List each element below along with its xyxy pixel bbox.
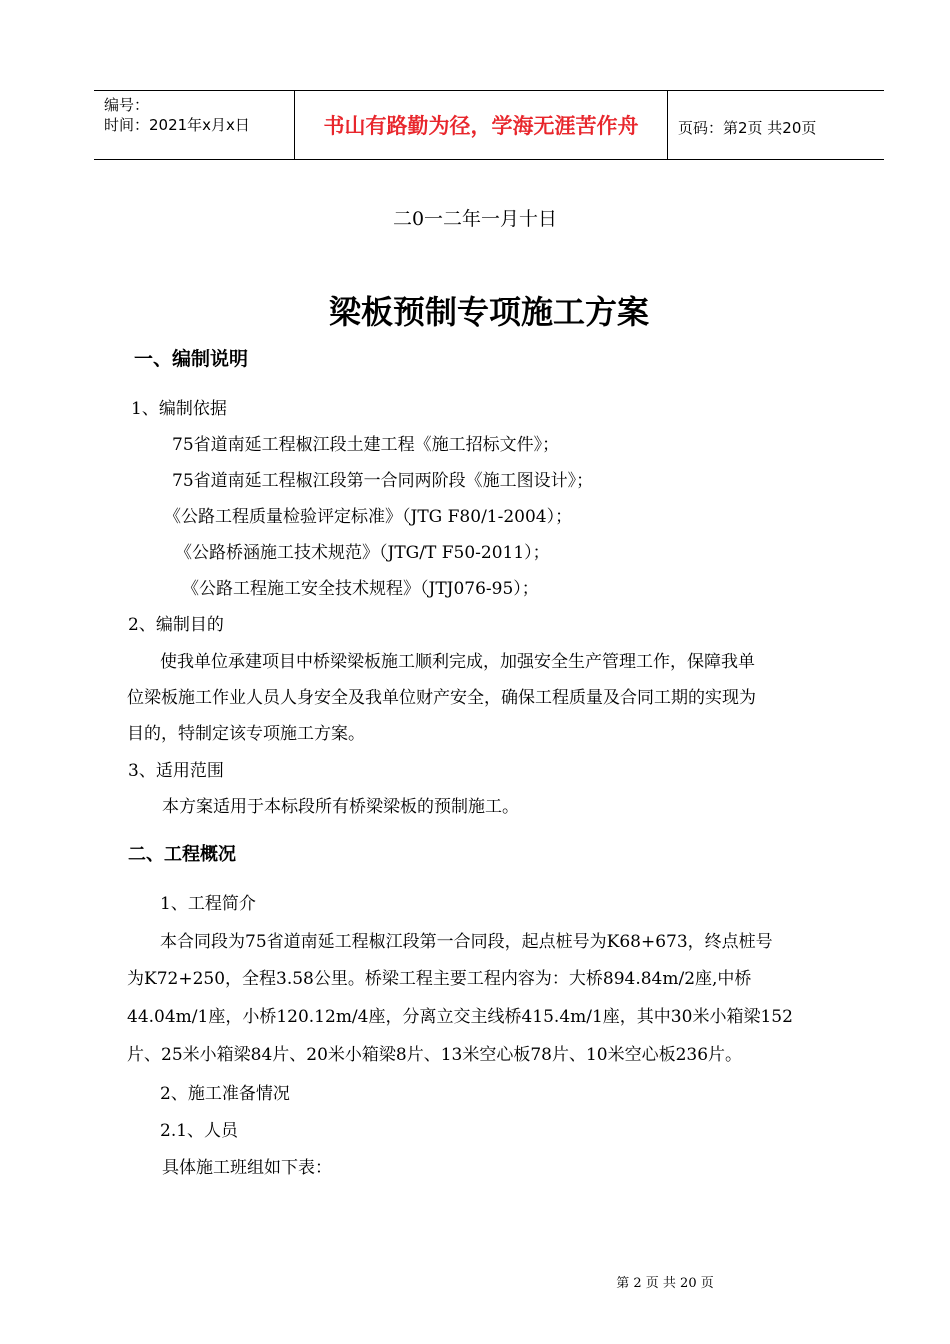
paragraph-line: 本合同段为75省道南延工程椒江段第一合同段，起点桩号为K68+673，终点桩号: [160, 932, 773, 952]
subsection-heading: 1、工程简介: [160, 894, 256, 914]
header-page-info: 页码：第2页 共20页: [678, 119, 817, 137]
paragraph-line: 使我单位承建项目中桥梁梁板施工顺利完成，加强安全生产管理工作，保障我单: [160, 652, 755, 672]
paragraph-line: 本方案适用于本标段所有桥梁梁板的预制施工。: [162, 797, 519, 817]
subsection-heading: 1、编制依据: [131, 399, 227, 419]
paragraph-line: 44.04m/1座，小桥120.12m/4座，分离立交主线桥415.4m/1座，其中30米小箱梁152: [127, 1007, 793, 1027]
doc-code-label: 编号：: [104, 96, 150, 114]
header-meta: [104, 95, 250, 135]
doc-time-label: 时间：2021年x月x日: [104, 116, 250, 134]
paragraph-line: 位梁板施工作业人员人身安全及我单位财产安全，确保工程质量及合同工期的实现为: [127, 688, 756, 708]
list-item: 《公路桥涵施工技术规范》（JTG/T F50-2011）；: [175, 543, 550, 563]
list-item: 75省道南延工程椒江段第一合同两阶段《施工图设计》；: [172, 471, 594, 491]
subsection-heading: 2、编制目的: [128, 615, 224, 635]
list-item: 《公路工程施工安全技术规程》（JTJ076-95）；: [182, 579, 539, 599]
subsection-heading: 3、适用范围: [128, 761, 224, 781]
paragraph-line: 为K72+250，全程3.58公里。桥梁工程主要工程内容为：大桥894.84m/2座,中桥: [127, 969, 752, 989]
header-divider: [667, 91, 668, 159]
page-footer: 第 2 页 共 20 页: [616, 1276, 714, 1291]
section-heading: 二、工程概况: [128, 844, 236, 865]
paragraph-line: 具体施工班组如下表：: [162, 1158, 332, 1178]
page-header: [94, 90, 884, 160]
paragraph-line: 片、25米小箱梁84片、20米小箱梁8片、13米空心板78片、10米空心板236片。: [127, 1045, 743, 1065]
section-heading: 一、编制说明: [134, 348, 249, 370]
list-item: 《公路工程质量检验评定标准》（JTG F80/1-2004）；: [164, 507, 573, 527]
paragraph-line: 目的，特制定该专项施工方案。: [127, 724, 365, 744]
document-date: 二0一二年一月十日: [392, 208, 558, 230]
header-motto: 书山有路勤为径，学海无涯苦作舟: [323, 114, 639, 138]
list-item: 75省道南延工程椒江段土建工程《施工招标文件》；: [172, 435, 560, 455]
subsection-heading: 2、施工准备情况: [160, 1084, 290, 1104]
document-title: 梁板预制专项施工方案: [328, 293, 649, 331]
subsection-heading: 2.1、人员: [160, 1121, 239, 1141]
